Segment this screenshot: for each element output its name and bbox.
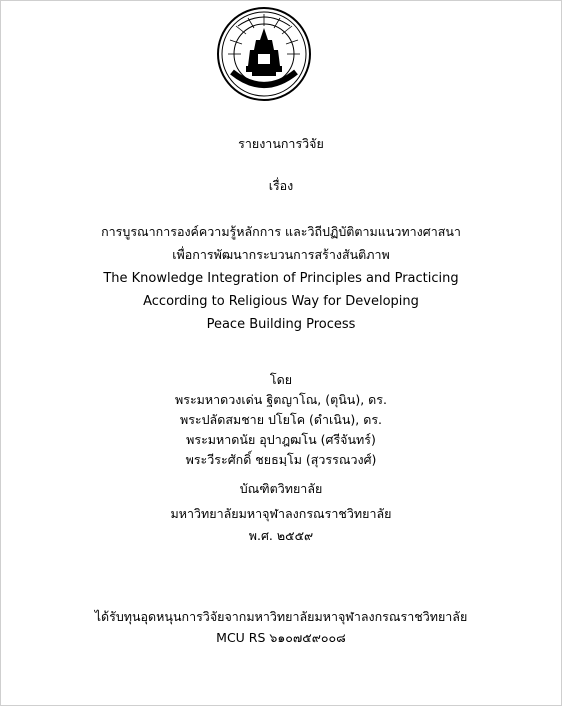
title-thai-line1: การบูรณาการองค์ความรู้หลักการ และวิถีปฏิบัติตามแนวทางศาสนา — [101, 224, 461, 239]
author-3: พระมหาดนัย อุปาฎฒโน (ศรีจันทร์) — [186, 432, 376, 447]
funding-code: MCU RS ๖๑๐๗๕๙๐๐๘ — [216, 630, 346, 645]
by-label: โดย — [269, 372, 293, 387]
university-seal-icon — [216, 6, 312, 102]
author-2: พระปลัดสมชาย ปโยโค (ดำเนิน), ดร. — [179, 412, 383, 427]
title-en-line1: The Knowledge Integration of Principles and Practicing — [103, 271, 459, 286]
funding-statement: ได้รับทุนอุดหนุนการวิจัยจากมหาวิทยาลัยมหาจุฬาลงกรณราชวิทยาลัย — [94, 609, 468, 624]
author-1: พระมหาดวงเด่น ฐิตญาโณ, (ตุนิน), ดร. — [175, 392, 387, 407]
report-label: รายงานการวิจัย — [238, 136, 324, 151]
year: พ.ศ. ๒๕๕๙ — [248, 528, 314, 543]
author-4: พระวีระศักดิ์ ชยธมฺโม (สุวรรณวงศ์) — [185, 452, 377, 467]
title-thai-line2: เพื่อการพัฒนากระบวนการสร้างสันติภาพ — [172, 247, 390, 262]
title-en-line3: Peace Building Process — [206, 317, 356, 332]
university-name: มหาวิทยาลัยมหาจุฬาลงกรณราชวิทยาลัย — [170, 506, 392, 521]
subject-label: เรื่อง — [268, 178, 294, 193]
school-name: บัณฑิตวิทยาลัย — [239, 481, 323, 496]
title-en-line2: According to Religious Way for Developing — [143, 294, 419, 309]
